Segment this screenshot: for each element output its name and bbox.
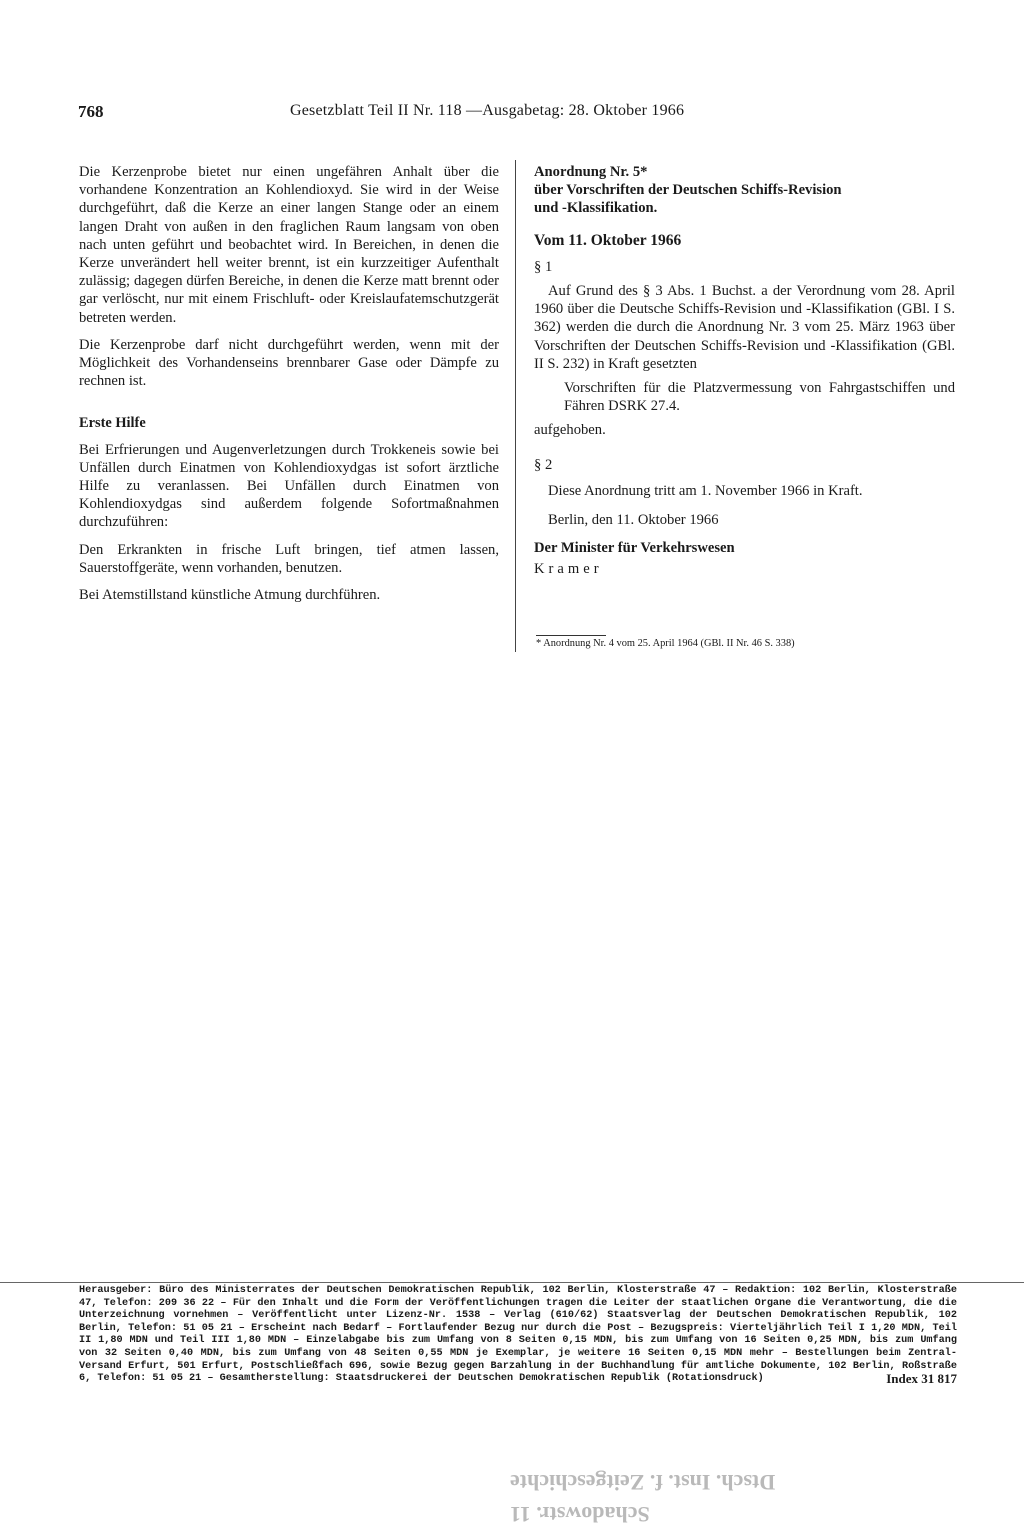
paragraph: Bei Erfrierungen und Augenverletzungen durch Trokkeneis sowie bei Unfällen durch Einatmen von Kohlendioxydgas ist sofort ärztliche Hilfe zu veranlassen. Bei Unfällen durch Einatmen von Kohlendioxydgas sind außerdem folgende Sofortmaßnahmen durchzuführen: — [79, 441, 499, 531]
stamp-line: Schadowstr. 11 — [510, 1502, 650, 1527]
paragraph: Die Kerzenprobe bietet nur einen ungefähren Anhalt über die vorhandene Konzentration an Kohlendioxyd. Sie wird in der Weise durchgeführt, daß die Kerze an einer langen Stange oder an einem langen Draht von außen in den fraglichen Raum langsam von oben nach unten geführt und beobachtet wird. In Bereichen, in denen die Kerze unverändert hell weiter brennt, ist ein kurzzeitiger Aufenthalt zulässig; dagegen dürfen Bereiche, in denen die Kerze matt brennt oder gar verlöscht, nur mit einem Frischluft- oder Kreislaufatemschutzgerät betreten werden. — [79, 164, 499, 326]
order-subtitle: über Vorschriften der Deutschen Schiffs-Revision — [534, 182, 842, 199]
index-number: Index 31 817 — [886, 1371, 957, 1387]
left-column — [79, 163, 499, 604]
paragraph: Bei Atemstillstand künstliche Atmung durchführen. — [79, 587, 381, 604]
order-title: Anordnung Nr. 5* — [534, 164, 648, 180]
column-divider — [515, 160, 516, 652]
page-header-title: Gesetzblatt Teil II Nr. 118 —Ausgabetag: 28. Oktober 1966 — [290, 102, 685, 119]
order-date: Vom 11. Oktober 1966 — [534, 231, 682, 249]
paragraph: Den Erkrankten in frische Luft bringen, tief atmen lassen, Sauerstoffgeräte, wenn vorhanden, benutzen. — [79, 541, 499, 576]
stamp-line: Dtsch. Inst. f. Zeitgeschichte — [510, 1470, 776, 1495]
footnote-rule — [536, 635, 606, 636]
page-number: 768 — [78, 102, 104, 121]
library-stamp — [490, 1455, 960, 1530]
impressum-rule — [0, 1282, 1024, 1283]
paragraph: Die Kerzenprobe darf nicht durchgeführt werden, wenn mit der Möglichkeit des Vorhandenseins brennbarer Gase oder Dämpfe zu rechnen ist. — [79, 336, 499, 390]
section-mark: § 1 — [534, 258, 553, 275]
impressum-text: Herausgeber: Büro des Ministerrates der Deutschen Demokratischen Republik, 102 Berlin, Klosterstraße 47 – Redaktion: 102 Berlin, Klosterstraße 47, Telefon: 209 36 22 – Für den Inhalt und die Form der Veröffentlichungen tragen die Leiter der staatlichen Organe die Verantwortung, die die Unterzeichnung vornehmen – Veröffentlicht unter Lizenz-Nr. 1538 – Verlag (610/62) Staatsverlag der Deutschen Demokratischen Republik, 102 Berlin, Telefon: 51 05 21 – Erscheint nach Bedarf – Fortlaufender Bezug nur durch die Post – Bezugspreis: Vierteljährlich Teil I 1,20 MDN, Teil II 1,80 MDN und Teil III 1,80 MDN – Einzelabgabe bis zum Umfang von 8 Seiten 0,15 MDN, bis zum Umfang von 16 Seiten 0,25 MDN, bis zum Umfang von 32 Seiten 0,40 MDN, bis zum Umfang von 48 Seiten 0,55 MDN je Exemplar, je weitere 16 Seiten 0,15 MDN mehr – Bestellungen beim Zentral-Versand Erfurt, 501 Erfurt, Postschließfach 696, sowie Bezug gegen Barzahlung in der Buchhandlung für amtliche Dokumente, 102 Berlin, Roßstraße 6, Telefon: 51 05 21 – Gesamtherstellung: Staatsdruckerei der Deutschen Demokratischen Republik (Rotationsdruck) — [79, 1285, 957, 1385]
place-date: Berlin, den 11. Oktober 1966 — [548, 512, 719, 529]
footnote: * Anordnung Nr. 4 vom 25. April 1964 (GBl. II Nr. 46 S. 338) — [536, 638, 795, 649]
section-heading: Erste Hilfe — [79, 415, 146, 432]
paragraph: Vorschriften für die Platzvermessung von Fahrgastschiffen und Fähren DSRK 27.4. — [564, 380, 955, 415]
paragraph: Auf Grund des § 3 Abs. 1 Buchst. a der Verordnung vom 28. April 1960 über die Deutsche Schiffs-Revision und -Klassifikation (GBl. I S. 362) werden die durch die Anordnung Nr. 3 vom 25. März 1963 über Vorschriften der Deutschen Schiffs-Revision und -Klassifikation (GBl. II S. 232) in Kraft gesetzten — [534, 283, 955, 372]
signer-name: Kramer — [534, 561, 603, 578]
paragraph: aufgehoben. — [534, 422, 606, 439]
signer-title: Der Minister für Verkehrswesen — [534, 540, 735, 557]
order-subtitle: und -Klassifikation. — [534, 200, 658, 217]
paragraph: Diese Anordnung tritt am 1. November 1966 in Kraft. — [548, 482, 863, 499]
right-column — [534, 163, 955, 579]
section-mark: § 2 — [534, 456, 553, 473]
impressum — [79, 1285, 957, 1386]
